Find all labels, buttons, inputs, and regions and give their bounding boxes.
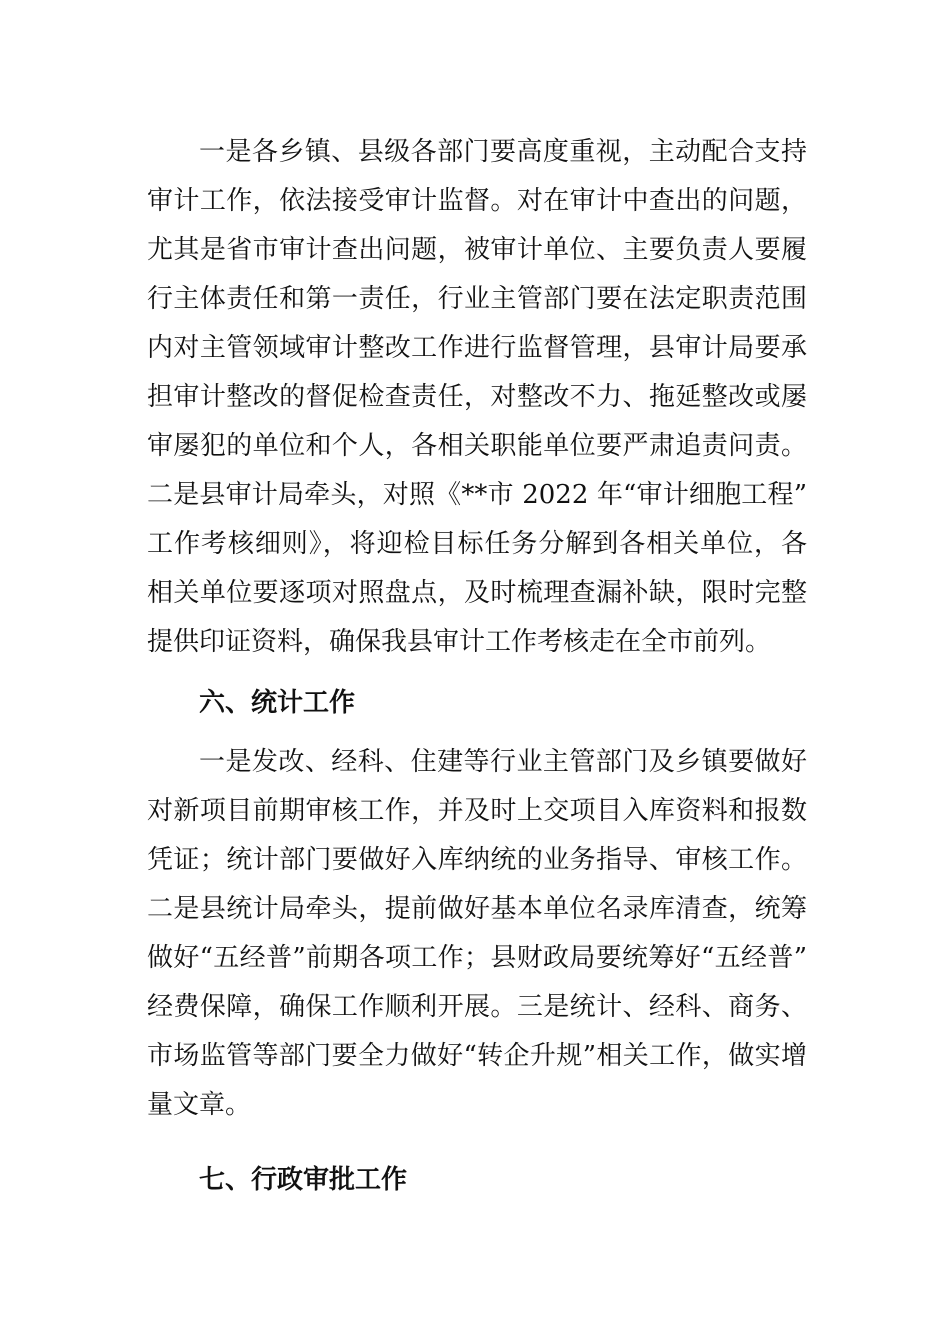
section-heading-statistics: 六、统计工作 <box>199 688 356 718</box>
document-body <box>147 128 807 1215</box>
paragraph-statistics-work: 一是发改、经科、住建等行业主管部门及乡镇要做好对新项目前期审核工作，并及时上交项目入库资料和报数凭证；统计部门要做好入库纳统的业务指导、审核工作。二是县统计局牵头，提前做好基本单位名录库清查，统筹做好“五经普”前期各项工作；县财政局要统筹好“五经普”经费保障，确保工作顺利开展。三是统计、经科、商务、市场监管等部门要全力做好“转企升规”相关工作，做实增量文章。 <box>147 747 807 1120</box>
section-heading-administrative-approval: 七、行政审批工作 <box>199 1165 408 1195</box>
paragraph-audit-work: 一是各乡镇、县级各部门要高度重视，主动配合支持审计工作，依法接受审计监督。对在审计中查出的问题，尤其是省市审计查出问题，被审计单位、主要负责人要履行主体责任和第一责任，行业主管部门要在法定职责范围内对主管领域审计整改工作进行监督管理，县审计局要承担审计整改的督促检查责任，对整改不力、拖延整改或屡审屡犯的单位和个人，各相关职能单位要严肃追责问责。二是县审计局牵头，对照《**市 2022 年“审计细胞工程”工作考核细则》，将迎检目标任务分解到各相关单位，各相关单位要逐项对照盘点，及时梳理查漏补缺，限时完整提供印证资料，确保我县审计工作考核走在全市前列。 <box>147 137 807 657</box>
